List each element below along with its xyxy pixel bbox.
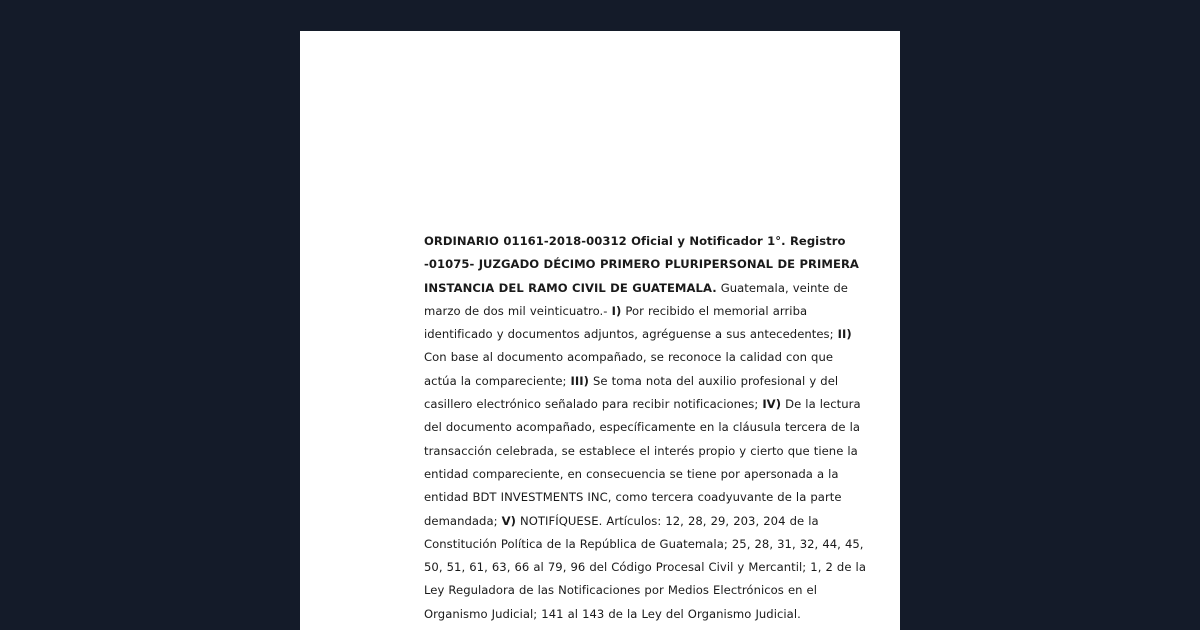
text-run-bold: II) (837, 327, 852, 342)
text-run: NOTIFÍQUESE. Artículos: 12, 28, 29, 203, 204 de la Constitución Política de la República de Guatemala; 25, 28, 31, 32, 44, 45, 50, 51, 61, 63, 66 al 79, 96 del Código Procesal Civil y Mercantil; 1, 2 de la Ley Reguladora de las Notificaciones por Medios Electrónicos en el Organismo Judicial; 141 al 143 de la Ley del Organismo Judicial. (424, 513, 866, 621)
text-run: Con base al documento acompañado, se reconoce la calidad con que actúa la compareciente; (424, 350, 834, 388)
text-run: Por recibido el memorial arriba identificado y documentos adjuntos, agréguense a sus antecedentes; (424, 303, 838, 342)
text-run-bold: III) (570, 373, 589, 388)
text-run: Se toma nota del auxilio profesional y del casillero electrónico señalado para recibir notificaciones; (424, 373, 839, 412)
resolution-paragraph (424, 230, 867, 626)
document-page (300, 31, 900, 630)
text-run-bold: V) (501, 513, 516, 528)
text-run-bold: ORDINARIO 01161-2018-00312 Oficial y Notificador 1°. Registro -01075- JUZGADO DÉCIMO PRIMERO PLURIPERSONAL DE PRIMERA INSTANCIA DEL RAMO CIVIL DE GUATEMALA. (424, 234, 859, 295)
text-run: De la lectura del documento acompañado, específicamente en la cláusula tercera de la transacción celebrada, se establece el interés propio y cierto que tiene la entidad compareciente, en consecuencia se tiene por apersonada a la entidad BDT INVESTMENTS INC, como tercera coadyuvante de la parte demandada; (424, 397, 861, 528)
document-body-text (424, 230, 867, 626)
text-run: Guatemala, veinte de marzo de dos mil veinticuatro.- (424, 280, 848, 318)
text-run-bold: I) (611, 303, 622, 318)
text-run-bold: IV) (762, 397, 782, 412)
